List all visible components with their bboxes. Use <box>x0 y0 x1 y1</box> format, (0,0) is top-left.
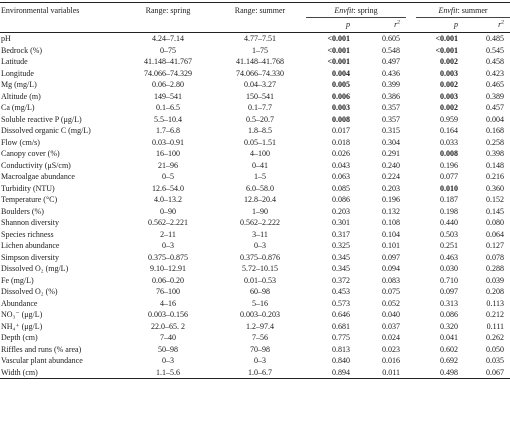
range-spring-cell: 0.003–0.156 <box>148 310 188 319</box>
r2-summer-cell: 0.148 <box>486 160 505 170</box>
p-summer-cell: 0.320 <box>440 321 458 331</box>
table-row <box>0 217 510 229</box>
r2-summer-cell: 0.216 <box>486 172 505 181</box>
table-header <box>0 3 510 33</box>
header-r2-summer: $r^2$ <box>464 18 510 33</box>
p-spring-cell: 0.681 <box>332 321 350 331</box>
r2-spring-cell: 0.075 <box>382 287 400 296</box>
variable-cell: Dissolved organic C (mg/L) <box>1 126 91 135</box>
range-summer-cell: 5.72–10.15 <box>242 264 278 273</box>
range-summer-cell: 7–56 <box>252 333 268 342</box>
table-row <box>0 79 510 91</box>
r2-summer-cell: 0.035 <box>486 356 505 365</box>
range-spring-cell: 4.24–7.14 <box>152 34 184 43</box>
range-spring-cell: 4–16 <box>160 298 176 308</box>
p-spring-cell: 0.026 <box>332 149 350 158</box>
r2-spring-cell: 0.399 <box>382 80 400 89</box>
variable-cell: Width (cm) <box>0 367 122 379</box>
table-row <box>0 160 510 172</box>
r2-summer-cell: 0.067 <box>464 367 510 379</box>
p-summer-cell: 0.077 <box>440 172 458 181</box>
variable-cell: Altitude (m) <box>1 91 41 101</box>
r2-spring-cell: 0.315 <box>382 126 400 135</box>
r2-spring-cell: 0.040 <box>382 310 400 319</box>
range-summer-cell: 0–41 <box>252 160 268 170</box>
r2-spring-cell: 0.052 <box>382 298 400 308</box>
p-summer-cell: 0.086 <box>440 310 458 319</box>
range-spring-cell: 7–40 <box>160 333 176 342</box>
variable-cell: Species richness <box>1 229 54 239</box>
p-summer-cell: 0.164 <box>440 126 458 135</box>
range-spring-cell: 4.0–13.2 <box>154 195 182 204</box>
r2-summer-cell: 0.039 <box>486 275 505 285</box>
range-spring-cell: 50–98 <box>158 344 178 354</box>
range-spring-cell: 0–90 <box>160 206 176 216</box>
r2-summer-cell: 0.080 <box>486 218 505 227</box>
r2-summer-cell: 0.050 <box>486 344 505 354</box>
r2-spring-cell: 0.016 <box>382 356 400 365</box>
table-row <box>0 240 510 252</box>
range-summer-cell: 0.5–20.7 <box>246 114 274 124</box>
table-row <box>0 298 510 310</box>
range-summer-cell: 1.2–97.4 <box>246 321 274 331</box>
p-spring-cell: 0.573 <box>332 298 350 308</box>
r2-summer-cell: 0.152 <box>486 195 505 204</box>
header-p-spring: p <box>306 18 356 33</box>
r2-spring-cell: 0.094 <box>382 264 400 273</box>
p-summer-cell: 0.002 <box>440 80 458 89</box>
range-summer-cell: 6.0–58.0 <box>246 183 274 193</box>
header-r2-spring: $r^2$ <box>356 18 406 33</box>
variable-cell: Flow (cm/s) <box>1 137 40 147</box>
table-row <box>0 263 510 275</box>
r2-summer-cell: 0.064 <box>486 229 505 239</box>
r2-spring-cell: 0.436 <box>382 68 400 78</box>
p-summer-cell: 0.602 <box>440 344 458 354</box>
variable-cell: Turbidity (NTU) <box>1 183 55 193</box>
r2-summer-cell: 0.398 <box>486 149 505 158</box>
r2-spring-cell: 0.548 <box>382 45 400 55</box>
range-spring-cell: 41.148–41.767 <box>144 57 192 66</box>
p-summer-cell: 0.313 <box>440 298 458 308</box>
envfit-table <box>0 2 510 379</box>
table-row <box>0 194 510 206</box>
range-spring-cell: 74.066–74.329 <box>144 68 192 78</box>
range-summer-cell: 3–11 <box>252 229 268 239</box>
r2-summer-cell: 0.465 <box>486 80 505 89</box>
r2-summer-cell: 0.113 <box>486 298 505 308</box>
table-row <box>0 355 510 367</box>
p-spring-cell: <0.001 <box>327 57 350 66</box>
r2-spring-cell: 0.203 <box>382 183 400 193</box>
p-summer-cell: 0.710 <box>440 275 458 285</box>
range-spring-cell: 12.6–54.0 <box>152 183 184 193</box>
table-row <box>0 102 510 114</box>
r2-summer-cell: 0.389 <box>486 91 505 101</box>
table-row <box>0 114 510 126</box>
variable-cell: Shannon diversity <box>1 218 59 227</box>
table-row <box>0 171 510 183</box>
variable-cell: NO₃⁻ (μg/L) <box>1 310 43 319</box>
variable-cell: Ca (mg/L) <box>1 103 35 112</box>
p-spring-cell: 0.017 <box>332 126 350 135</box>
p-spring-cell: 0.005 <box>332 80 350 89</box>
range-summer-cell: 60–98 <box>250 287 270 296</box>
range-summer-cell: 0–3 <box>254 356 266 365</box>
r2-summer-cell: 0.258 <box>486 137 505 147</box>
variable-cell: Simpson diversity <box>1 252 60 262</box>
range-spring-cell: 21–96 <box>158 160 178 170</box>
variable-cell: Boulders (%) <box>1 206 44 216</box>
r2-spring-cell: 0.011 <box>356 367 406 379</box>
range-summer-cell: 12.8–20.4 <box>244 195 276 204</box>
table-row <box>0 252 510 264</box>
p-summer-cell: 0.463 <box>440 252 458 262</box>
r2-spring-cell: 0.097 <box>382 252 400 262</box>
p-spring-cell: <0.001 <box>327 45 350 55</box>
r2-spring-cell: 0.104 <box>382 229 400 239</box>
p-summer-cell: 0.010 <box>440 183 458 193</box>
p-spring-cell: 0.006 <box>332 91 350 101</box>
range-summer-cell: 5–16 <box>252 298 268 308</box>
p-spring-cell: 0.043 <box>332 160 350 170</box>
p-spring-cell: 0.085 <box>332 183 350 193</box>
r2-spring-cell: 0.357 <box>382 114 400 124</box>
variable-cell: Riffles and runs (% area) <box>1 344 82 354</box>
p-spring-cell: 0.008 <box>332 114 350 124</box>
r2-summer-cell: 0.457 <box>486 103 505 112</box>
range-spring-cell: 0.562–2.221 <box>148 218 188 227</box>
p-summer-cell: <0.001 <box>435 45 458 55</box>
r2-spring-cell: 0.357 <box>382 103 400 112</box>
range-spring-cell: 0.375–0.875 <box>148 252 188 262</box>
range-summer-cell: 1–90 <box>252 206 268 216</box>
variable-cell: Depth (cm) <box>1 333 38 342</box>
variable-cell: Dissolved O₂ (%) <box>1 287 58 296</box>
p-spring-cell: 0.063 <box>332 172 350 181</box>
p-summer-cell: 0.251 <box>440 241 458 250</box>
range-summer-cell: 4–100 <box>250 149 270 158</box>
table-row <box>0 33 510 45</box>
variable-cell: Lichen abundance <box>1 241 60 250</box>
r2-spring-cell: 0.101 <box>382 241 400 250</box>
variable-cell: Temperature (°C) <box>1 195 58 204</box>
range-spring-cell: 0.06–0.20 <box>152 275 184 285</box>
p-spring-cell: 0.345 <box>332 264 350 273</box>
p-summer-cell: 0.008 <box>440 149 458 158</box>
range-summer-cell: 0.375–0.876 <box>240 252 280 262</box>
table-row <box>0 286 510 298</box>
range-summer-cell: 1.0–6.7 <box>214 367 306 379</box>
table-row <box>0 183 510 195</box>
p-spring-cell: 0.086 <box>332 195 350 204</box>
range-summer-cell: 0.05–1.51 <box>244 137 276 147</box>
r2-summer-cell: 0.360 <box>486 183 505 193</box>
p-summer-cell: 0.440 <box>440 218 458 227</box>
r2-summer-cell: 0.458 <box>486 57 505 66</box>
range-spring-cell: 1.7–6.8 <box>156 126 180 135</box>
variable-cell: Bedrock (%) <box>1 45 43 55</box>
range-spring-cell: 1.1–5.6 <box>122 367 214 379</box>
p-summer-cell: 0.196 <box>440 160 458 170</box>
p-summer-cell: 0.498 <box>416 367 464 379</box>
range-summer-cell: 0.562–2.222 <box>240 218 280 227</box>
r2-summer-cell: 0.423 <box>486 68 505 78</box>
table-row <box>0 321 510 333</box>
variable-cell: Mg (mg/L) <box>1 80 37 89</box>
range-spring-cell: 0–75 <box>160 45 176 55</box>
p-summer-cell: 0.002 <box>440 103 458 112</box>
p-spring-cell: 0.840 <box>332 356 350 365</box>
p-summer-cell: 0.003 <box>440 91 458 101</box>
range-spring-cell: 0.1–6.5 <box>156 103 180 112</box>
p-summer-cell: 0.030 <box>440 264 458 273</box>
range-spring-cell: 0.06–2.80 <box>152 80 184 89</box>
p-spring-cell: 0.203 <box>332 206 350 216</box>
range-summer-cell: 0–3 <box>254 241 266 250</box>
p-spring-cell: 0.004 <box>332 68 350 78</box>
range-summer-cell: 1–75 <box>252 45 268 55</box>
range-spring-cell: 22.0–65. 2 <box>151 321 185 331</box>
variable-cell: Soluble reactive P (μg/L) <box>1 114 82 124</box>
r2-summer-cell: 0.127 <box>486 241 505 250</box>
table-row <box>0 229 510 241</box>
range-summer-cell: 0.01–0.53 <box>244 275 276 285</box>
r2-summer-cell: 0.485 <box>486 34 505 43</box>
p-spring-cell: <0.001 <box>327 34 350 43</box>
p-summer-cell: <0.001 <box>435 34 458 43</box>
r2-summer-cell: 0.145 <box>486 206 505 216</box>
r2-summer-cell: 0.262 <box>486 333 505 342</box>
r2-spring-cell: 0.024 <box>382 333 400 342</box>
variable-cell: NH₄⁺ (μg/L) <box>1 321 43 331</box>
p-summer-cell: 0.003 <box>440 68 458 78</box>
range-spring-cell: 0.03–0.91 <box>152 137 184 147</box>
table-row <box>0 367 510 379</box>
range-spring-cell: 9.10–12.91 <box>150 264 186 273</box>
r2-spring-cell: 0.386 <box>382 91 400 101</box>
r2-spring-cell: 0.497 <box>382 57 400 66</box>
range-summer-cell: 41.148–41.768 <box>236 57 284 66</box>
p-summer-cell: 0.033 <box>440 137 458 147</box>
header-variables: Environmental variables <box>0 3 122 18</box>
p-summer-cell: 0.692 <box>440 356 458 365</box>
r2-summer-cell: 0.168 <box>486 126 505 135</box>
table-row <box>0 91 510 103</box>
p-spring-cell: 0.813 <box>332 344 350 354</box>
r2-spring-cell: 0.083 <box>382 275 400 285</box>
r2-summer-cell: 0.288 <box>486 264 505 273</box>
p-summer-cell: 0.041 <box>440 333 458 342</box>
variable-cell: pH <box>1 34 11 43</box>
p-spring-cell: 0.301 <box>332 218 350 227</box>
p-summer-cell: 0.503 <box>440 229 458 239</box>
range-spring-cell: 5.5–10.4 <box>154 114 182 124</box>
variable-cell: Macroalgae abundance <box>1 172 75 181</box>
r2-summer-cell: 0.111 <box>486 321 505 331</box>
table-row <box>0 125 510 137</box>
p-spring-cell: 0.646 <box>332 310 350 319</box>
range-spring-cell: 0–5 <box>162 172 174 181</box>
table-row <box>0 56 510 68</box>
r2-summer-cell: 0.208 <box>486 287 505 296</box>
range-summer-cell: 70–98 <box>250 344 270 354</box>
range-summer-cell: 0.003–0.203 <box>240 310 280 319</box>
range-spring-cell: 149–541 <box>154 91 182 101</box>
r2-spring-cell: 0.240 <box>382 160 400 170</box>
p-spring-cell: 0.894 <box>306 367 356 379</box>
r2-spring-cell: 0.108 <box>382 218 400 227</box>
header-p-summer: p <box>416 18 464 33</box>
r2-spring-cell: 0.132 <box>382 206 400 216</box>
range-summer-cell: 1–5 <box>254 172 266 181</box>
range-spring-cell: 76–100 <box>156 287 180 296</box>
p-summer-cell: 0.187 <box>440 195 458 204</box>
table-row <box>0 68 510 80</box>
r2-spring-cell: 0.224 <box>382 172 400 181</box>
variable-cell: Longitude <box>1 68 34 78</box>
r2-summer-cell: 0.212 <box>486 310 505 319</box>
range-summer-cell: 4.77–7.51 <box>244 34 276 43</box>
variable-cell: Conductivity (μS/cm) <box>1 160 71 170</box>
variable-cell: Latitude <box>1 57 28 66</box>
p-summer-cell: 0.002 <box>440 57 458 66</box>
header-range-summer: Range: summer <box>214 3 306 18</box>
r2-spring-cell: 0.304 <box>382 137 400 147</box>
r2-spring-cell: 0.291 <box>382 149 400 158</box>
p-spring-cell: 0.372 <box>332 275 350 285</box>
r2-spring-cell: 0.605 <box>382 34 400 43</box>
range-summer-cell: 150–541 <box>246 91 274 101</box>
r2-summer-cell: 0.004 <box>486 114 505 124</box>
header-range-spring: Range: spring <box>122 3 214 18</box>
r2-spring-cell: 0.037 <box>382 321 400 331</box>
variable-cell: Fe (mg/L) <box>1 275 34 285</box>
table-row <box>0 206 510 218</box>
variable-cell: Dissolved O₂ (mg/L) <box>1 264 69 273</box>
table-body <box>0 33 510 379</box>
p-spring-cell: 0.453 <box>332 287 350 296</box>
r2-summer-cell: 0.545 <box>486 45 505 55</box>
p-spring-cell: 0.003 <box>332 103 350 112</box>
p-spring-cell: 0.317 <box>332 229 350 239</box>
table-row <box>0 45 510 57</box>
table-row <box>0 275 510 287</box>
range-spring-cell: 2–11 <box>160 229 176 239</box>
p-summer-cell: 0.097 <box>440 287 458 296</box>
header-group-spring: Envfit: spring <box>306 3 406 18</box>
r2-spring-cell: 0.196 <box>382 195 400 204</box>
range-summer-cell: 1.8–8.5 <box>248 126 272 135</box>
range-summer-cell: 74.066–74.330 <box>236 68 284 78</box>
header-group-summer: Envfit: summer <box>416 3 510 18</box>
range-spring-cell: 16–100 <box>156 149 180 158</box>
p-summer-cell: 0.198 <box>440 206 458 216</box>
variable-cell: Vascular plant abundance <box>1 356 83 365</box>
p-spring-cell: 0.775 <box>332 333 350 342</box>
table-row <box>0 309 510 321</box>
range-spring-cell: 0–3 <box>162 241 174 250</box>
r2-summer-cell: 0.078 <box>486 252 505 262</box>
range-summer-cell: 0.1–7.7 <box>248 103 272 112</box>
p-spring-cell: 0.018 <box>332 137 350 147</box>
variable-cell: Abundance <box>1 298 38 308</box>
table-row <box>0 148 510 160</box>
table-row <box>0 332 510 344</box>
table-row <box>0 344 510 356</box>
p-summer-cell: 0.959 <box>440 114 458 124</box>
p-spring-cell: 0.345 <box>332 252 350 262</box>
variable-cell: Canopy cover (%) <box>1 149 60 158</box>
range-spring-cell: 0–3 <box>162 356 174 365</box>
r2-spring-cell: 0.023 <box>382 344 400 354</box>
p-spring-cell: 0.325 <box>332 241 350 250</box>
table-row <box>0 137 510 149</box>
range-summer-cell: 0.04–3.27 <box>244 80 276 89</box>
